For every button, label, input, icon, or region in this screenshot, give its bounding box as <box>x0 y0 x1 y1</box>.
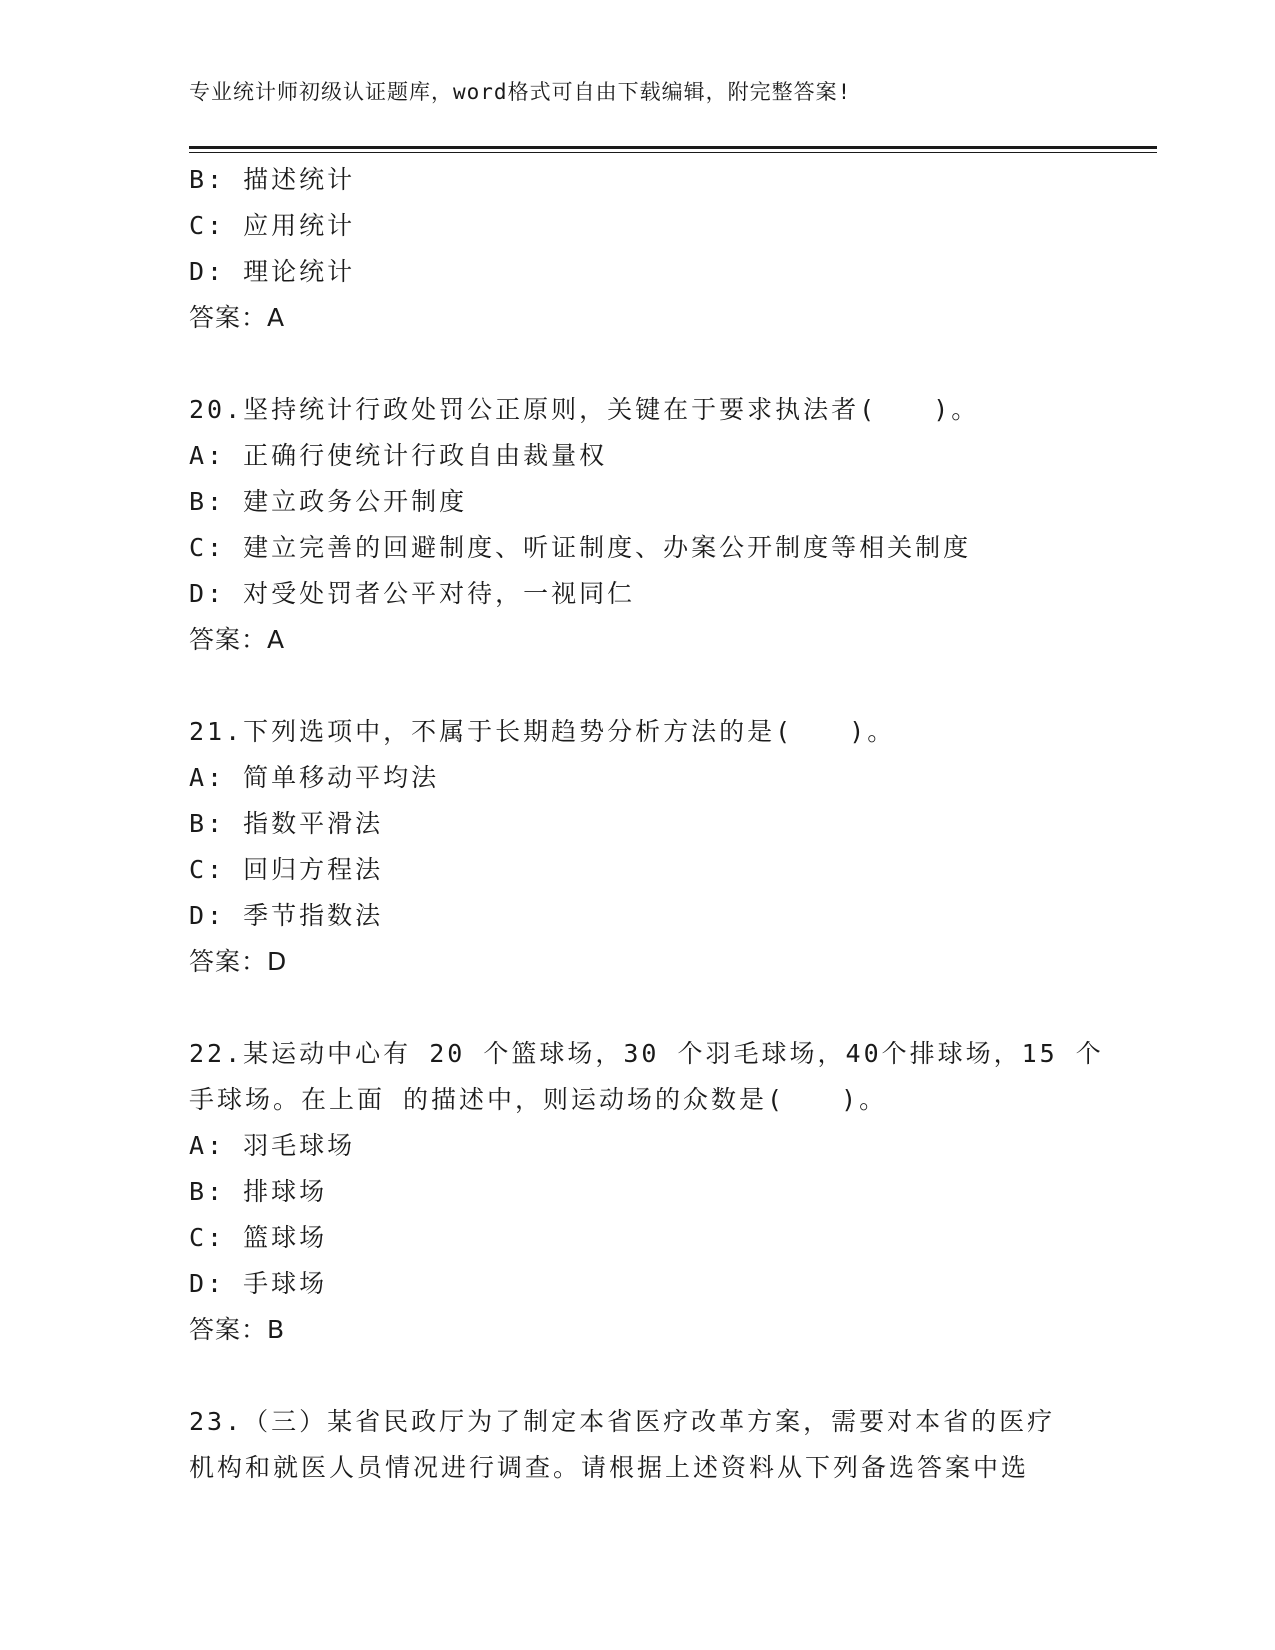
page-header: 专业统计师初级认证题库，word格式可自由下载编辑，附完整答案! <box>189 80 852 104</box>
question-stem: 20.坚持统计行政处罚公正原则，关键在于要求执法者( )。 <box>189 395 980 424</box>
option-line: D: 理论统计 <box>189 257 356 286</box>
option-line: A: 正确行使统计行政自由裁量权 <box>189 441 608 470</box>
question-22 <box>189 1031 1104 1353</box>
option-line: D: 季节指数法 <box>189 901 384 930</box>
previous-question <box>189 157 1089 341</box>
option-line: C: 建立完善的回避制度、听证制度、办案公开制度等相关制度 <box>189 533 972 562</box>
question-20 <box>189 387 1089 663</box>
option-line: A: 羽毛球场 <box>189 1131 356 1160</box>
option-line: C: 应用统计 <box>189 211 356 240</box>
option-line: D: 手球场 <box>189 1269 328 1298</box>
answer-line: 答案：A <box>189 303 286 332</box>
question-stem: 23.（三）某省民政厅为了制定本省医疗改革方案，需要对本省的医疗 <box>189 1407 1056 1436</box>
question-stem: 22.某运动中心有 20 个篮球场，30 个羽毛球场，40个排球场，15 个 <box>189 1039 1104 1068</box>
question-stem: 21.下列选项中，不属于长期趋势分析方法的是( )。 <box>189 717 896 746</box>
option-line: B: 指数平滑法 <box>189 809 384 838</box>
header-rule-thick <box>189 146 1157 149</box>
question-stem-continued: 机构和就医人员情况进行调查。请根据上述资料从下列备选答案中选 <box>189 1453 1030 1482</box>
answer-line: 答案：D <box>189 947 288 976</box>
question-21 <box>189 709 1089 985</box>
answer-line: 答案：B <box>189 1315 286 1344</box>
option-line: C: 篮球场 <box>189 1223 328 1252</box>
option-line: A: 简单移动平均法 <box>189 763 440 792</box>
header-rule-thin <box>189 152 1157 153</box>
option-line: B: 排球场 <box>189 1177 328 1206</box>
option-line: B: 描述统计 <box>189 165 356 194</box>
option-line: B: 建立政务公开制度 <box>189 487 468 516</box>
option-line: D: 对受处罚者公平对待，一视同仁 <box>189 579 636 608</box>
question-23 <box>189 1399 1089 1491</box>
question-content <box>189 157 1104 1491</box>
option-line: C: 回归方程法 <box>189 855 384 884</box>
answer-line: 答案：A <box>189 625 286 654</box>
question-stem-continued: 手球场。在上面 的描述中，则运动场的众数是( )。 <box>189 1085 888 1114</box>
